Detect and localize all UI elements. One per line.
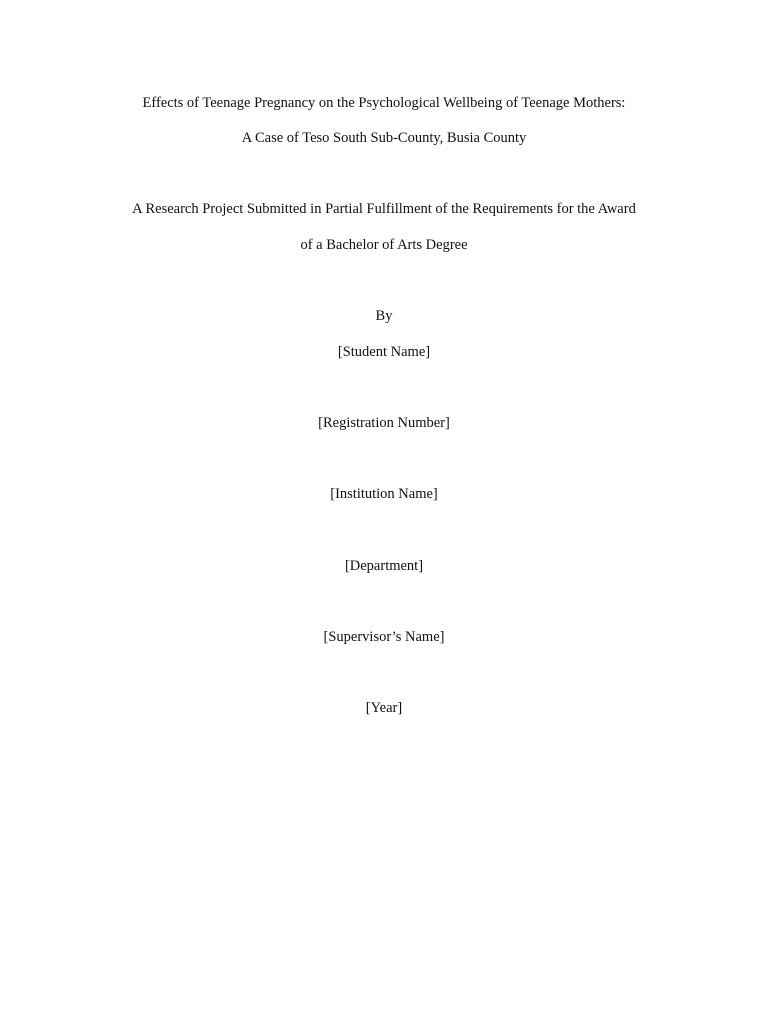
submission-statement-line-1: A Research Project Submitted in Partial Fulfillment of the Requirements for the Award (132, 201, 636, 217)
supervisor-name: [Supervisor’s Name] (323, 629, 445, 645)
title-line-1: Effects of Teenage Pregnancy on the Psychological Wellbeing of Teenage Mothers: (142, 95, 626, 111)
student-name: [Student Name] (337, 344, 431, 360)
institution-name: [Institution Name] (330, 486, 438, 502)
year: [Year] (365, 700, 403, 716)
department: [Department] (344, 558, 424, 574)
submission-statement-line-2: of a Bachelor of Arts Degree (300, 237, 468, 253)
by-label: By (375, 308, 393, 324)
registration-number: [Registration Number] (318, 415, 450, 431)
title-line-2: A Case of Teso South Sub-County, Busia County (241, 130, 527, 146)
